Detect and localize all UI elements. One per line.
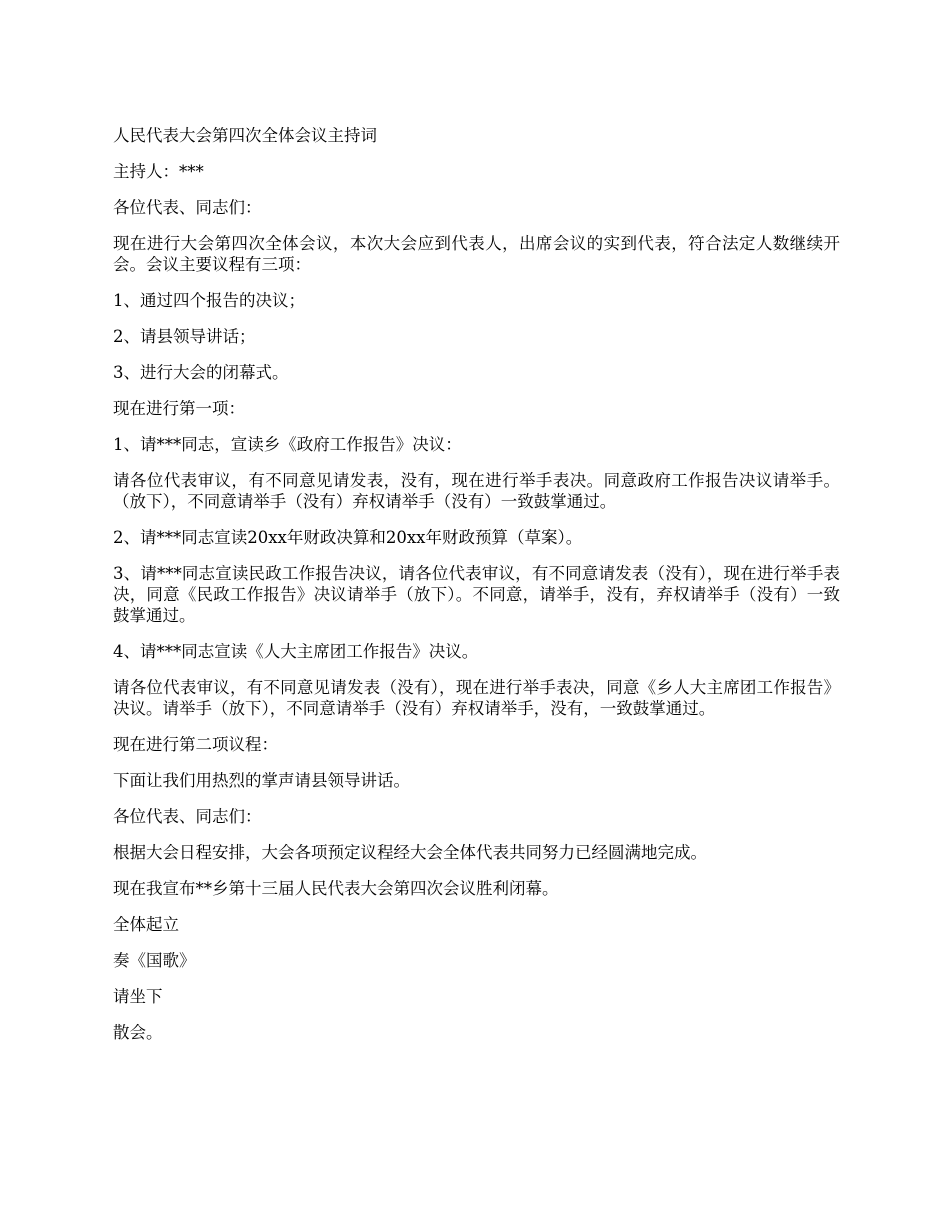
document-title: 人民代表大会第四次全体会议主持词 <box>113 126 377 145</box>
document-body <box>113 125 840 1058</box>
closing-summary: 根据大会日程安排，大会各项预定议程经大会全体代表共同努力已经圆满地完成。 <box>113 843 707 862</box>
national-anthem: 奏《国歌》 <box>113 951 196 970</box>
agenda-item-2: 2、请县领导讲话； <box>113 327 256 346</box>
step-4: 4、请***同志宣读《人大主席团工作报告》决议。 <box>113 642 479 661</box>
leader-speech-intro: 下面让我们用热烈的掌声请县领导讲话。 <box>113 771 410 790</box>
step-1: 1、请***同志，宣读乡《政府工作报告》决议： <box>113 435 462 454</box>
step-4-vote: 请各位代表审议，有不同意见请发表（没有），现在进行举手表决，同意《乡人大主席团工作报告》决议。请举手（放下），不同意请举手（没有）弃权请举手，没有，一致鼓掌通过。 <box>113 678 840 718</box>
step-2: 2、请***同志宣读20xx年财政决算和20xx年财政预算（草案）。 <box>113 528 583 547</box>
please-sit: 请坐下 <box>113 987 163 1006</box>
adjourn: 散会。 <box>113 1023 163 1042</box>
greeting: 各位代表、同志们： <box>113 198 262 217</box>
all-rise: 全体起立 <box>113 915 179 934</box>
second-item-heading: 现在进行第二项议程： <box>113 735 278 754</box>
closing-greeting: 各位代表、同志们： <box>113 807 262 826</box>
opening-paragraph: 现在进行大会第四次全体会议，本次大会应到代表人，出席会议的实到代表，符合法定人数继续开会。会议主要议程有三项： <box>113 234 840 274</box>
agenda-item-1: 1、通过四个报告的决议； <box>113 291 305 310</box>
step-3: 3、请***同志宣读民政工作报告决议，请各位代表审议，有不同意请发表（没有），现在进行举手表决，同意《民政工作报告》决议请举手（放下）。不同意，请举手，没有，弃权请举手（没有）一致鼓掌通过。 <box>113 564 840 625</box>
agenda-item-3: 3、进行大会的闭幕式。 <box>113 363 289 382</box>
first-item-heading: 现在进行第一项： <box>113 399 245 418</box>
host-line: 主持人：*** <box>113 162 204 181</box>
step-1-vote: 请各位代表审议，有不同意见请发表，没有，现在进行举手表决。同意政府工作报告决议请举手。（放下），不同意请举手（没有）弃权请举手（没有）一致鼓掌通过。 <box>113 471 840 511</box>
closing-declaration: 现在我宣布**乡第十三届人民代表大会第四次会议胜利闭幕。 <box>113 879 559 898</box>
